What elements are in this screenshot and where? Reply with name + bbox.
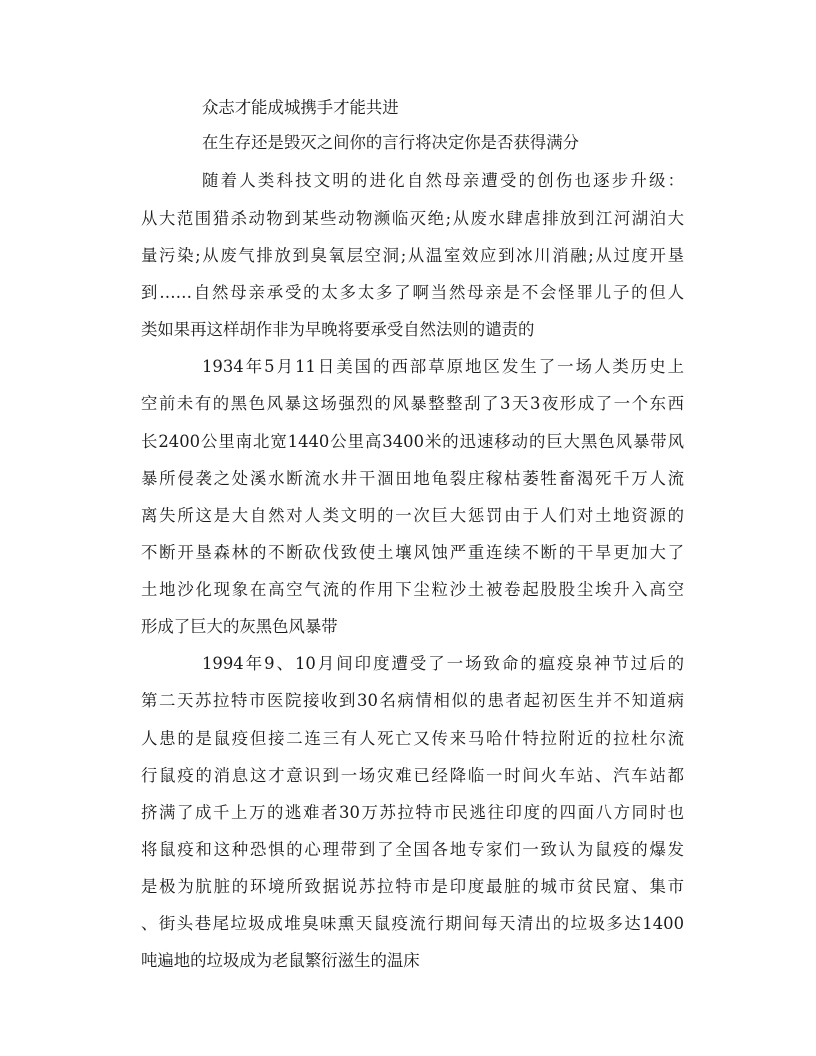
paragraph-line: 行鼠疫的消息这才意识到一场灾难已经降临一时间火车站、汽车站都 <box>141 766 684 785</box>
paragraph-line: 、街头巷尾垃圾成堆臭味熏天鼠疫流行期间每天清出的垃圾多达1400 <box>141 914 684 933</box>
paragraph-line: 1994年9、10月间印度遭受了一场致命的瘟疫泉神节过后的 <box>202 654 684 673</box>
paragraph-line: 随着人类科技文明的进化自然母亲遭受的创伤也逐步升级： <box>202 171 684 190</box>
paragraph-line: 不断开垦森林的不断砍伐致使土壤风蚀严重连续不断的干旱更加大了 <box>141 543 684 562</box>
paragraph-line: 人患的是鼠疫但接二连三有人死亡又传来马哈什特拉附近的拉杜尔流 <box>141 729 684 748</box>
paragraph-line: 1934年5月11日美国的西部草原地区发生了一场人类历史上 <box>202 357 684 376</box>
paragraph-line: 空前未有的黑色风暴这场强烈的风暴整整刮了3天3夜形成了一个东西 <box>141 394 684 413</box>
heading-subtitle: 在生存还是毁灭之间你的言行将决定你是否获得满分 <box>202 133 579 152</box>
paragraph-line: 将鼠疫和这种恐惧的心理带到了全国各地专家们一致认为鼠疫的爆发 <box>141 840 684 859</box>
paragraph-line: 形成了巨大的灰黑色风暴带 <box>141 617 338 636</box>
paragraph-line: 长2400公里南北宽1440公里高3400米的迅速移动的巨大黑色风暴带风 <box>141 432 684 451</box>
paragraph-line: 离失所这是大自然对人类文明的一次巨大惩罚由于人们对土地资源的 <box>141 506 684 525</box>
paragraph-line: 暴所侵袭之处溪水断流水井干涸田地龟裂庄稼枯萎牲畜渴死千万人流 <box>141 469 684 488</box>
paragraph-line: 类如果再这样胡作非为早晚将要承受自然法则的谴责的 <box>141 320 535 339</box>
paragraph-line: 到……自然母亲承受的太多太多了啊当然母亲是不会怪罪儿子的但人 <box>141 283 684 302</box>
heading-slogan: 众志才能成城携手才能共进 <box>202 98 399 117</box>
paragraph-line: 是极为肮脏的环境所致据说苏拉特市是印度最脏的城市贫民窟、集市 <box>141 877 684 896</box>
paragraph-line: 第二天苏拉特市医院接收到30名病情相似的患者起初医生并不知道病 <box>141 691 684 710</box>
document-page <box>141 0 684 1056</box>
paragraph-line: 挤满了成千上万的逃难者30万苏拉特市民逃往印度的四面八方同时也 <box>141 803 684 822</box>
paragraph-line: 从大范围猎杀动物到某些动物濒临灭绝;从废水肆虐排放到江河湖泊大 <box>141 209 684 228</box>
paragraph-line: 量污染;从废气排放到臭氧层空洞;从温室效应到冰川消融;从过度开垦 <box>141 246 684 265</box>
paragraph-line: 土地沙化现象在高空气流的作用下尘粒沙土被卷起股股尘埃升入高空 <box>141 580 684 599</box>
paragraph-line: 吨遍地的垃圾成为老鼠繁衍滋生的温床 <box>141 951 420 970</box>
